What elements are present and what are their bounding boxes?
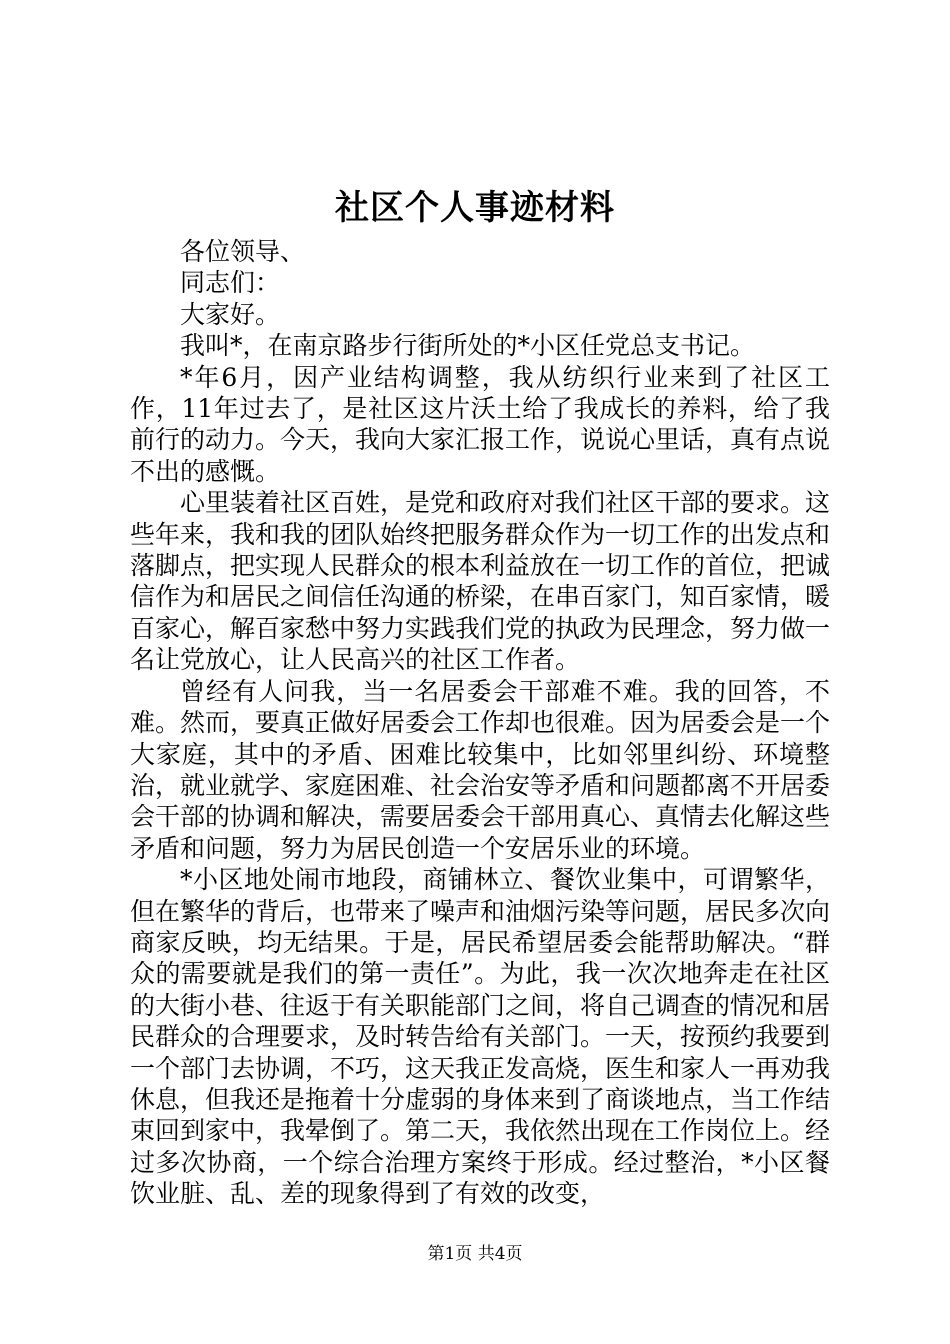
paragraph-intro: 我叫*，在南京路步行街所处的*小区任党总支书记。 — [180, 331, 756, 361]
greeting-line-1: 各位领导、 — [180, 237, 306, 266]
paragraph-example: *小区地处闹市地段，商铺林立、餐饮业集中，可谓繁华，但在繁华的背后，也带来了噪声和油烟污染等问题，居民多次向商家反映，均无结果。于是，居民希望居委会能帮助解决。“群众的需要就是我们的第一责任”。为此，我一次次地奔走在社区的大街小巷、往返于有关职能部门之间，将自己调查的情况和居民群众的合理要求，及时转告给有关部门。一天，按预约我要到一个部门去协调，不巧，这天我正发高烧，医生和家人一再劝我休息，但我还是拖着十分虚弱的身体来到了商谈地点，当工作结束回到家中，我晕倒了。第二天，我依然出现在工作岗位上。经过多次协商，一个综合治理方案终于形成。经过整治，*小区餐饮业脏、乱、差的现象得到了有效的改变， — [130, 865, 831, 1209]
document-body — [130, 236, 830, 1210]
greeting-line-3: 大家好。 — [180, 299, 281, 329]
paragraph-difficulty: 曾经有人问我，当一名居委会干部难不难。我的回答，不难。然而，要真正做好居委会工作却也很难。因为居委会是一个大家庭，其中的矛盾、困难比较集中，比如邻里纠纷、环境整治，就业就学、家庭困难、社会治安等矛盾和问题都离不开居委会干部的协调和解决，需要居委会干部用真心、真情去化解这些矛盾和问题，努力为居民创造一个安居乐业的环境。 — [130, 676, 831, 863]
document-title: 社区个人事迹材料 — [335, 188, 615, 228]
paragraph-mission: 心里装着社区百姓，是党和政府对我们社区干部的要求。这些年来，我和我的团队始终把服务群众作为一切工作的出发点和落脚点，把实现人民群众的根本利益放在一切工作的首位，把诚信作为和居民之间信任沟通的桥梁，在串百家门，知百家情，暖百家心，解百家愁中努力实践我们党的执政为民理念，努力做一名让党放心，让人民高兴的社区工作者。 — [130, 488, 831, 675]
greeting-line-2: 同志们： — [180, 268, 281, 298]
paragraph-background: *年6月，因产业结构调整，我从纺织行业来到了社区工作，11年过去了，是社区这片沃土给了我成长的养料，给了我前行的动力。今天，我向大家汇报工作，说说心里话，真有点说不出的感慨。 — [130, 362, 831, 486]
page-footer: 第1页 共4页 — [427, 1244, 523, 1264]
